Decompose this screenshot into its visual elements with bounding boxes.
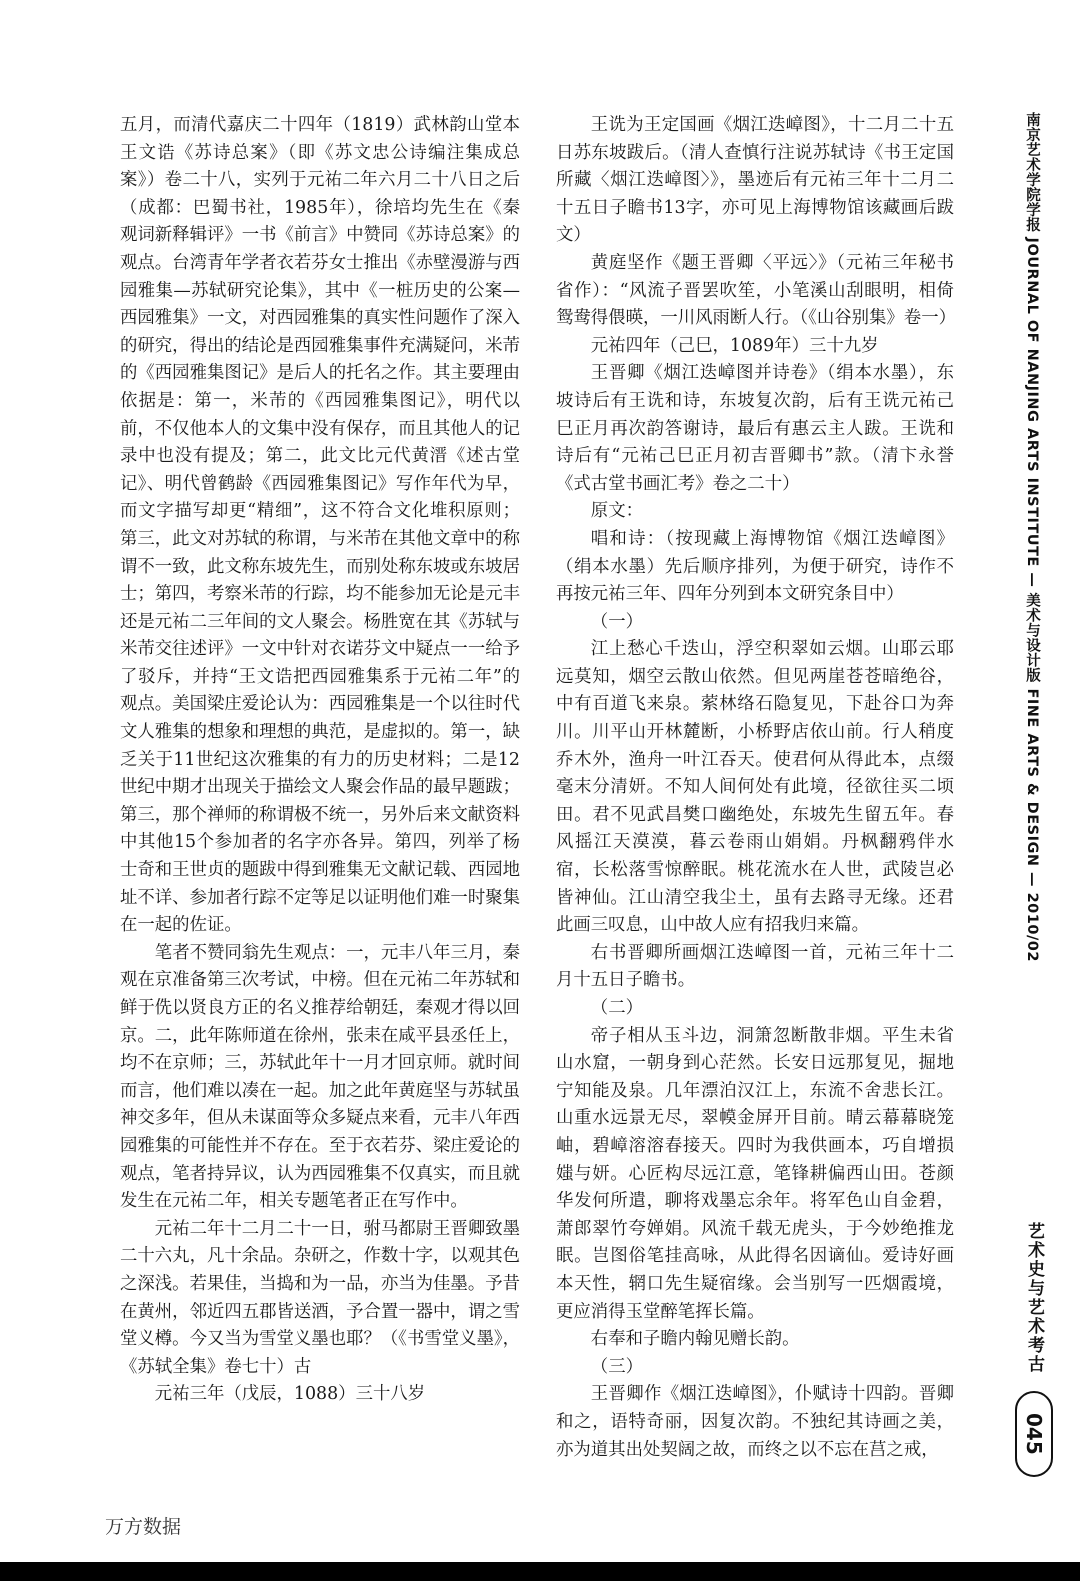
paragraph: 五月，而清代嘉庆二十四年（1819）武林韵山堂本王文诰《苏诗总案》（即《苏文忠公诗编注集成总案》）卷二十八，实列于元祐二年六月二十八日之后（成都：巴蜀书社，1985年），徐培均先生在《秦观词新释辑评》一书《前言》中赞同《苏诗总案》的观点。台湾青年学者衣若芬女士推出《赤壁漫游与西园雅集—苏轼研究论集》，其中《一桩历史的公案—西园雅集》一文，对西园雅集的真实性问题作了深入的研究，得出的结论是西园雅集事件充满疑问，米芾的《西园雅集图记》是后人的托名之作。其主要理由依据是：第一，米芾的《西园雅集图记》，明代以前，不仅他本人的文集中没有保存，而且其他人的记录中也没有提及；第二，此文比元代黄溍《述古堂记》、明代曾鹤龄《西园雅集图记》写作年代为早，而文字描写却更“精细”，这不符合文化堆积原则；第三，此文对苏轼的称谓，与米芾在其他文章中的称谓不一致，此文称东坡先生，而别处称东坡或东坡居士；第四，考察米芾的行踪，均不能参加无论是元丰还是元祐二三年间的文人聚会。杨胜宽在其《苏轼与米芾交往述评》一文中针对衣诺芬文中疑点一一给予了驳斥，并持“王文诰把西园雅集系于元祐二年”的观点。美国梁庄爱论认为：西园雅集是一个以往时代文人雅集的想象和理想的典范，是虚拟的。第一，缺乏关于11世纪这次雅集的有力的历史材料；二是12世纪中期才出现关于描绘文人聚会作品的最早题跋；第三，那个禅师的称谓极不统一，另外后来文献资料中其他15个参加者的名字亦各异。第四，列举了杨士奇和王世贞的题跋中得到雅集无文献记载、西园地址不详、参加者行踪不定等足以证明他们难一时聚集在一起的佐证。 (120, 115, 520, 936)
paragraph: 元祐三年（戊辰，1088）三十八岁 (154, 1384, 426, 1405)
paragraph: （三） (590, 1356, 643, 1377)
journal-title: 南京艺术学院学报 JOURNAL OF NANJING ARTS INSTITUTE — 美术与设计版 FINE ARTS & DESIGN — 2010/02 (1024, 112, 1040, 962)
paragraph: 王晋卿《烟江迭嶂图并诗卷》（绢本水墨），东坡诗后有王诜和诗，东坡复次韵，后有王诜元祐己巳正月再次韵答谢诗，最后有惠云主人跋。王诜和诗后有“元祐己巳正月初吉晋卿书”款。（清卞永誉《式古堂书画汇考》卷之二十） (556, 363, 954, 494)
paragraph: （二） (590, 998, 643, 1018)
paragraph: 王诜为王定国画《烟江迭嶂图》，十二月二十五日苏东坡跋后。（清人查慎行注说苏轼诗《书王定国所藏〈烟江迭嶂图〉》，墨迹后有元祐三年十二月二十五日子瞻书13字，亦可见上海博物馆该藏画后跋文） (556, 115, 954, 246)
paragraph: （一） (590, 611, 643, 632)
paragraph: 帝子相从玉斗边，洞箫忽断散非烟。平生未省山水窟，一朝身到心茫然。长安日远那复见，掘地宁知能及泉。几年漂泊汉江上，东流不舍悲长江。山重水远景无尽，翠幙金屏开目前。晴云幕幕晓笼岫，碧嶂溶溶春接天。四时为我供画本，巧自增损媸与妍。心匠构尽远江意，笔锋耕偏西山田。苍颜华发何所遣，聊将戏墨忘余年。将军色山自金碧，萧郎翠竹夸婵娟。风流千载无虎头，于今妙绝推龙眠。岂图俗笔挂高咏，从此得名因谪仙。爱诗好画本天性，辋口先生疑宿缘。会当别写一匹烟霞境，更应消得玉堂醉笔挥长篇。 (556, 1025, 954, 1322)
section-label: 艺术史与艺术考古 (1024, 1222, 1044, 1374)
paragraph: 原文： (590, 501, 643, 522)
paragraph: 元祐四年（己巳，1089年）三十九岁 (590, 335, 879, 356)
page-number: 045 (1022, 1413, 1046, 1455)
paragraph: 右书晋卿所画烟江迭嶂图一首，元祐三年十二月十五日子瞻书。 (556, 942, 954, 991)
paragraph: 王晋卿作《烟江迭嶂图》，仆赋诗十四韵。晋卿和之，语特奇丽，因复次韵。不独纪其诗画之美，亦为道其出处契阔之故，而终之以不忘在莒之戒， (556, 1384, 954, 1460)
left-text-column (120, 112, 520, 1409)
paragraph: 元祐二年十二月二十一日，驸马都尉王晋卿致墨二十六丸，凡十余品。杂研之，作数十字，以观其色之深浅。若果佳，当捣和为一品，亦当为佳墨。予昔在黄州，邻近四五郡皆送酒，予合置一器中，谓之雪堂义樽。今又当为雪堂义墨也耶？（《书雪堂义墨》，《苏轼全集》卷七十）古 (120, 1218, 521, 1377)
right-text-column (556, 112, 954, 1464)
paragraph: 黄庭坚作《题王晋卿〈平远〉》（元祐三年秘书省作）：“风流子晋罢吹笙，小笔溪山刮眼明，相倚鸳鸯得偎暎，一川风雨断人行。（《山谷别集》卷一） (556, 252, 956, 329)
paragraph: 江上愁心千迭山，浮空积翠如云烟。山耶云耶远莫知，烟空云散山依然。但见两崖苍苍暗绝谷，中有百道飞来泉。萦林络石隐复见，下赴谷口为奔川。川平山开林麓断，小桥野店依山前。行人稍度乔木外，渔舟一叶江吞天。使君何从得此本，点缀毫末分清妍。不知人间何处有此境，径欲往买二顷田。君不见武昌樊口幽绝处，东坡先生留五年。春风摇江天漠漠，暮云卷雨山娟娟。丹枫翻鸦伴水宿，长松落雪惊醉眠。桃花流水在人世，武陵岂必皆神仙。江山清空我尘土，虽有去路寻无缘。还君此画三叹息，山中故人应有招我归来篇。 (556, 639, 954, 936)
paragraph: 右奉和子瞻内翰见赠长韵。 (590, 1329, 800, 1350)
bottom-bar (0, 1562, 1080, 1581)
paragraph: 笔者不赞同翁先生观点：一，元丰八年三月，秦观在京准备第三次考试，中榜。但在元祐二年苏轼和鲜于侁以贤良方正的名义推荐给朝廷，秦观才得以回京。二，此年陈师道在徐州，张耒在咸平县丞任上，均不在京师；三，苏轼此年十一月才回京师。就时间而言，他们难以凑在一起。加之此年黄庭坚与苏轼虽神交多年，但从未谋面等众多疑点来看，元丰八年西园雅集的可能性并不存在。至于衣若芬、梁庄爱论的观点，笔者持异议，认为西园雅集不仅真实，而且就发生在元祐二年，相关专题笔者正在写作中。 (120, 942, 521, 1212)
paragraph: 唱和诗：（按现藏上海博物馆《烟江迭嶂图》（绢本水墨）先后顺序排列，为便于研究，诗作不再按元祐三年、四年分列到本文研究条目中） (556, 528, 954, 605)
page-number-badge (1015, 1391, 1053, 1477)
watermark: 万方数据 (105, 1516, 182, 1538)
